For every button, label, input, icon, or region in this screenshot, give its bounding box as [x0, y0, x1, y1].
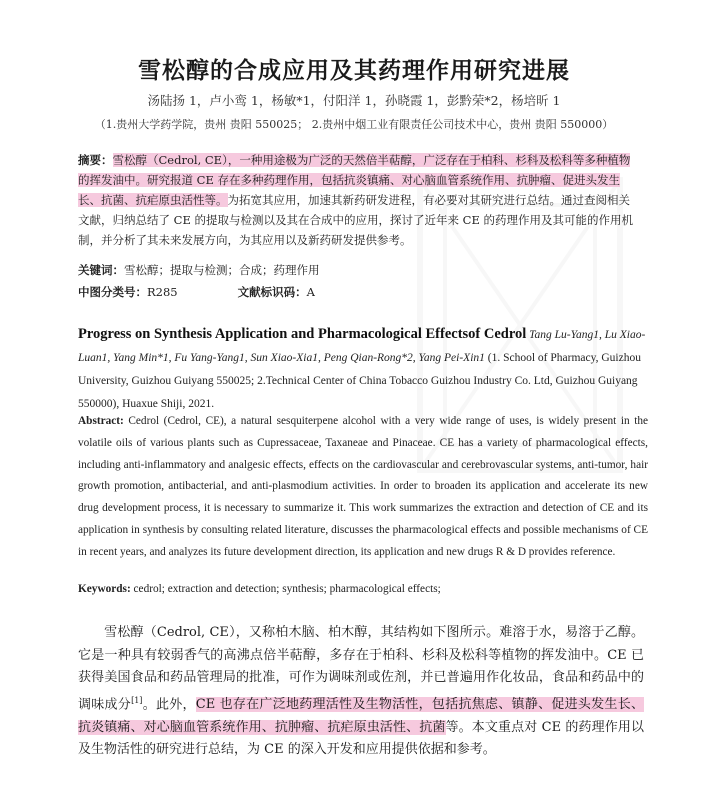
- affiliations: （1.贵州大学药学院，贵州 贵阳 550025； 2.贵州中烟工业有限责任公司技术中心，贵州 贵阳 550000）: [94, 118, 614, 131]
- english-header: [78, 323, 648, 416]
- doc-code-label: 文献标识码：: [237, 285, 307, 299]
- citation-ref: [1]: [131, 695, 143, 705]
- english-abstract-text: Cedrol (Cedrol, CE), a natural sesquiterpene alcohol with a very wide range of uses, is widely present in the volatile oils of various plants such as Cupressaceae, Taxaneae and Pinaceae. CE has a variety of pharmacological effects, including anti-inflammatory and analgesic effects, effects on the cardiovascular and cerebrovascular systems, anti-tumor, hair growth promotion, antibacterial, and anti-plasmodium activities. In order to broaden its application and accelerate its new drug development process, it is necessary to summarize it. This work summarizes the extraction and detection of CE and its application in synthesis by consulting related literature, discusses the pharmacological effects and possible mechanisms of CE in recent years, and analyzes its future development direction, its application and new drugs R & D provides reference.: [78, 415, 648, 558]
- classification-value: R285: [147, 285, 178, 299]
- english-title: Progress on Synthesis Application and Pharmacological Effectsof Cedrol: [78, 326, 527, 342]
- chinese-keywords: [78, 260, 638, 280]
- keywords-label: 关键词：: [78, 263, 124, 277]
- english-keywords: [78, 583, 648, 595]
- body-paragraph: [78, 622, 644, 762]
- chinese-abstract: [78, 150, 638, 250]
- keywords-text: 雪松醇；提取与检测；合成；药理作用: [124, 263, 320, 277]
- paper-title: 雪松醇的合成应用及其药理作用研究进展: [138, 57, 570, 84]
- abstract-rest: 为拓宽其应用，加速其新药研发进程，有必要对其研究进行总结。通过查阅相关文献，归纳总结了 CE 的提取与检测以及其在合成中的应用，探讨了近年来 CE 的药理作用及其可能的作用机制，并分析了其未来发展方向，为其应用以及新药研发提供参考。: [78, 193, 634, 247]
- abstract-label: 摘要：: [78, 153, 113, 167]
- body-highlight: CE 也存在广泛地药理活性及生物活性，包括抗焦虑、镇静、促进头发生长、抗炎镇痛、对心脑血管系统作用、抗肿瘤、抗疟原虫活性、抗菌: [78, 697, 644, 735]
- author-list: 汤陆扬 1，卢小鸾 1，杨敏*1，付阳洋 1，孙晓霞 1，彭黔荣*2，杨培昕 1: [147, 93, 561, 108]
- classification-line: [78, 282, 638, 302]
- body-text-mid: 。此外，: [142, 697, 196, 713]
- english-abstract: [78, 411, 648, 564]
- abstract-highlight: 雪松醇（Cedrol, CE），一种用途极为广泛的天然倍半萜醇，广泛存在于柏科、杉科及松科等多种植物的挥发油中。研究报道 CE 存在多种药理作用，包括抗炎镇痛、对心脑血管系统作用、抗肿瘤、促进头发生长、抗菌、抗疟原虫活性等。: [78, 153, 631, 207]
- english-authors: Tang Lu-Yang1, Lu Xiao-Luan1, Yang Min*1, Fu Yang-Yang1, Sun Xiao-Xia1, Peng Qian-Rong*2, Yang Pei-Xin1: [78, 329, 646, 364]
- english-keywords-label: Keywords:: [78, 583, 131, 595]
- classification-label: 中图分类号：: [78, 285, 147, 299]
- body-text-end: 等。本文重点对 CE 的药理作用以及生物活性的研究进行总结，为 CE 的深入开发和应用提供依据和参考。: [78, 719, 644, 758]
- doc-code-value: A: [306, 285, 315, 299]
- body-text-start: 雪松醇（Cedrol, CE），又称柏木脑、柏木醇，其结构如下图所示。难溶于水，易溶于乙醇。它是一种具有较弱香气的高沸点倍半萜醇，多存在于柏科、杉科及松科等植物的挥发油中。CE 已获得美国食品和药品管理局的批准，可作为调味剂或佐剂，并已普遍用作化妆品，食品和药品中的调味成分: [78, 625, 644, 713]
- english-abstract-label: Abstract:: [78, 415, 124, 427]
- english-keywords-text: cedrol; extraction and detection; synthesis; pharmacological effects;: [133, 583, 441, 595]
- english-affiliation: (1. School of Pharmacy, Guizhou University, Guizhou Guiyang 550025; 2.Technical Center of China Tobacco Guizhou Industry Co. Ltd, Guizhou Guiyang 550000), Huaxue Shiji, 2021.: [78, 352, 641, 410]
